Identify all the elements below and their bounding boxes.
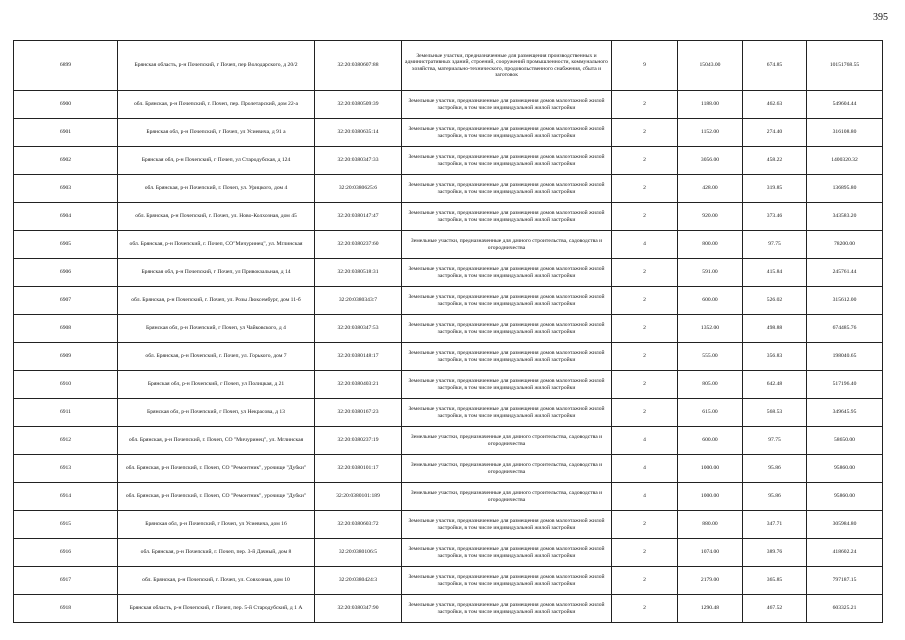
cadastral-number-cell: 32:20:0380148:17 bbox=[315, 343, 402, 371]
group-code-cell: 2 bbox=[612, 595, 678, 623]
specific-value-cell: 674.85 bbox=[743, 41, 807, 91]
table-row bbox=[14, 511, 883, 539]
cadastral-value-cell: 136895.80 bbox=[807, 175, 883, 203]
specific-value-cell: 356.83 bbox=[743, 343, 807, 371]
area-cell: 428.00 bbox=[678, 175, 743, 203]
cadastral-number-cell: 32:20:0380625:6 bbox=[315, 175, 402, 203]
area-cell: 920.00 bbox=[678, 203, 743, 231]
specific-value-cell: 95.86 bbox=[743, 455, 807, 483]
cadastral-value-cell: 349645.95 bbox=[807, 399, 883, 427]
land-use-cell: Земельные участки, предназначенные для размещения домов малоэтажной жилой застройки, в том числе индивидуальной жилой застройки bbox=[402, 371, 612, 399]
area-cell: 1152.00 bbox=[678, 119, 743, 147]
cadastral-value-cell: 549604.44 bbox=[807, 91, 883, 119]
row-number-cell: 6910 bbox=[14, 371, 118, 399]
table-row bbox=[14, 203, 883, 231]
cadastral-value-cell: 797187.15 bbox=[807, 567, 883, 595]
specific-value-cell: 97.75 bbox=[743, 231, 807, 259]
specific-value-cell: 274.40 bbox=[743, 119, 807, 147]
cadastral-number-cell: 32:20:0380237:19 bbox=[315, 427, 402, 455]
cadastral-value-cell: 315612.00 bbox=[807, 287, 883, 315]
cadastral-value-cell: 1400320.32 bbox=[807, 147, 883, 175]
cadastral-number-cell: 32:20:0380403:21 bbox=[315, 371, 402, 399]
cadastral-number-cell: 32:20:0380603:72 bbox=[315, 511, 402, 539]
row-number-cell: 6909 bbox=[14, 343, 118, 371]
cadastral-value-table bbox=[13, 40, 883, 623]
specific-value-cell: 458.22 bbox=[743, 147, 807, 175]
land-use-cell: Земельные участки, предназначенные для размещения домов малоэтажной жилой застройки, в том числе индивидуальной жилой застройки bbox=[402, 315, 612, 343]
row-number-cell: 6904 bbox=[14, 203, 118, 231]
address-cell: обл. Брянская, р-н Почепский, г. Почеп, ул. Ново-Колхозная, дом 45 bbox=[118, 203, 315, 231]
cadastral-number-cell: 32:20:0380167:23 bbox=[315, 399, 402, 427]
group-code-cell: 2 bbox=[612, 147, 678, 175]
land-use-cell: Земельные участки, предназначенные для дачного строительства, садоводства и огородничества bbox=[402, 231, 612, 259]
group-code-cell: 2 bbox=[612, 511, 678, 539]
table-row bbox=[14, 119, 883, 147]
land-use-cell: Земельные участки, предназначенные для размещения домов малоэтажной жилой застройки, в том числе индивидуальной жилой застройки bbox=[402, 399, 612, 427]
cadastral-number-cell: 32:20:0380607:88 bbox=[315, 41, 402, 91]
row-number-cell: 6902 bbox=[14, 147, 118, 175]
table-row bbox=[14, 539, 883, 567]
cadastral-value-cell: 95860.00 bbox=[807, 455, 883, 483]
row-number-cell: 6911 bbox=[14, 399, 118, 427]
land-use-cell: Земельные участки, предназначенные для размещения домов малоэтажной жилой застройки, в том числе индивидуальной жилой застройки bbox=[402, 203, 612, 231]
specific-value-cell: 95.86 bbox=[743, 483, 807, 511]
row-number-cell: 6905 bbox=[14, 231, 118, 259]
table-row bbox=[14, 147, 883, 175]
land-use-cell: Земельные участки, предназначенные для размещения домов малоэтажной жилой застройки, в том числе индивидуальной жилой застройки bbox=[402, 511, 612, 539]
group-code-cell: 2 bbox=[612, 371, 678, 399]
group-code-cell: 2 bbox=[612, 287, 678, 315]
cadastral-number-cell: 32:20:0380518:31 bbox=[315, 259, 402, 287]
table-row bbox=[14, 343, 883, 371]
cadastral-value-cell: 517196.40 bbox=[807, 371, 883, 399]
row-number-cell: 6901 bbox=[14, 119, 118, 147]
specific-value-cell: 415.84 bbox=[743, 259, 807, 287]
group-code-cell: 2 bbox=[612, 315, 678, 343]
area-cell: 1352.00 bbox=[678, 315, 743, 343]
row-number-cell: 6916 bbox=[14, 539, 118, 567]
table-row bbox=[14, 595, 883, 623]
area-cell: 3056.00 bbox=[678, 147, 743, 175]
row-number-cell: 6906 bbox=[14, 259, 118, 287]
row-number-cell: 6903 bbox=[14, 175, 118, 203]
area-cell: 1290.48 bbox=[678, 595, 743, 623]
group-code-cell: 2 bbox=[612, 119, 678, 147]
row-number-cell: 6899 bbox=[14, 41, 118, 91]
address-cell: обл. Брянская, р-н Почепский, г. Почеп, СО"Мичуринец", ул. Мглинская bbox=[118, 231, 315, 259]
area-cell: 1188.00 bbox=[678, 91, 743, 119]
table-body bbox=[14, 41, 883, 623]
land-use-cell: Земельные участки, предназначенные для размещения домов малоэтажной жилой застройки, в том числе индивидуальной жилой застройки bbox=[402, 259, 612, 287]
table-row bbox=[14, 567, 883, 595]
cadastral-number-cell: 32:20:0380347:53 bbox=[315, 315, 402, 343]
group-code-cell: 2 bbox=[612, 259, 678, 287]
cadastral-number-cell: 32:20:0380509:39 bbox=[315, 91, 402, 119]
specific-value-cell: 462.63 bbox=[743, 91, 807, 119]
table-row bbox=[14, 231, 883, 259]
specific-value-cell: 389.76 bbox=[743, 539, 807, 567]
address-cell: обл. Брянская, р-н Почепский, г. Почеп, ул. Урицкого, дом 4 bbox=[118, 175, 315, 203]
specific-value-cell: 373.46 bbox=[743, 203, 807, 231]
land-use-cell: Земельные участки, предназначенные для дачного строительства, садоводства и огородничества bbox=[402, 427, 612, 455]
address-cell: обл. Брянская, р-н Почепский, г. Почеп, пер. Пролетарский, дом 22-а bbox=[118, 91, 315, 119]
land-use-cell: Земельные участки, предназначенные для дачного строительства, садоводства и огородничества bbox=[402, 483, 612, 511]
table-row bbox=[14, 399, 883, 427]
area-cell: 800.00 bbox=[678, 231, 743, 259]
table-row bbox=[14, 455, 883, 483]
table-row bbox=[14, 427, 883, 455]
address-cell: Брянская обл, р-н Почепский, г Почеп, ул Некрасова, д 13 bbox=[118, 399, 315, 427]
group-code-cell: 9 bbox=[612, 41, 678, 91]
page-number: 395 bbox=[873, 12, 888, 23]
group-code-cell: 2 bbox=[612, 91, 678, 119]
cadastral-value-cell: 95860.00 bbox=[807, 483, 883, 511]
area-cell: 1074.00 bbox=[678, 539, 743, 567]
area-cell: 1000.00 bbox=[678, 455, 743, 483]
land-use-cell: Земельные участки, предназначенные для размещения домов малоэтажной жилой застройки, в том числе индивидуальной жилой застройки bbox=[402, 567, 612, 595]
cadastral-number-cell: 32:20:0380347:90 bbox=[315, 595, 402, 623]
area-cell: 2179.00 bbox=[678, 567, 743, 595]
address-cell: Брянская область, р-н Почепский, г Почеп, пер Володарского, д 20/2 bbox=[118, 41, 315, 91]
row-number-cell: 6908 bbox=[14, 315, 118, 343]
cadastral-number-cell: 32:20:0380147:47 bbox=[315, 203, 402, 231]
row-number-cell: 6917 bbox=[14, 567, 118, 595]
address-cell: обл. Брянская, р-н Почепский, г. Почеп, ул. Горького, дом 7 bbox=[118, 343, 315, 371]
group-code-cell: 2 bbox=[612, 399, 678, 427]
specific-value-cell: 498.88 bbox=[743, 315, 807, 343]
area-cell: 555.00 bbox=[678, 343, 743, 371]
cadastral-value-cell: 198040.65 bbox=[807, 343, 883, 371]
cadastral-value-cell: 316108.80 bbox=[807, 119, 883, 147]
address-cell: Брянская обл, р-н Почепский, г Почеп, ул Усиевича, дом 16 bbox=[118, 511, 315, 539]
row-number-cell: 6913 bbox=[14, 455, 118, 483]
cadastral-value-cell: 674485.76 bbox=[807, 315, 883, 343]
cadastral-number-cell: 32:20:0380635:14 bbox=[315, 119, 402, 147]
cadastral-value-cell: 343583.20 bbox=[807, 203, 883, 231]
group-code-cell: 2 bbox=[612, 175, 678, 203]
address-cell: обл. Брянская, р-н Почепский, г. Почеп, ул. Совхозная, дом 10 bbox=[118, 567, 315, 595]
area-cell: 591.00 bbox=[678, 259, 743, 287]
table-row bbox=[14, 259, 883, 287]
group-code-cell: 2 bbox=[612, 203, 678, 231]
land-use-cell: Земельные участки, предназначенные для размещения домов малоэтажной жилой застройки, в том числе индивидуальной жилой застройки bbox=[402, 147, 612, 175]
cadastral-value-cell: 10151768.55 bbox=[807, 41, 883, 91]
specific-value-cell: 467.52 bbox=[743, 595, 807, 623]
cadastral-number-cell: 32:20:0380101:17 bbox=[315, 455, 402, 483]
table-row bbox=[14, 287, 883, 315]
cadastral-number-cell: 32:20:0380347:33 bbox=[315, 147, 402, 175]
address-cell: обл. Брянская, р-н Почепский, г. Почеп, пер. 3-й Дачный, дом 8 bbox=[118, 539, 315, 567]
group-code-cell: 4 bbox=[612, 455, 678, 483]
address-cell: обл. Брянская, р-н Почепский, г. Почеп, СО "Мичуринец", ул. Мглинская bbox=[118, 427, 315, 455]
address-cell: обл. Брянская, р-н Почепский, г. Почеп, СО "Ремонтник", урочище "Дубки" bbox=[118, 455, 315, 483]
specific-value-cell: 526.02 bbox=[743, 287, 807, 315]
cadastral-value-cell: 58650.00 bbox=[807, 427, 883, 455]
specific-value-cell: 365.85 bbox=[743, 567, 807, 595]
row-number-cell: 6914 bbox=[14, 483, 118, 511]
address-cell: Брянская область, р-н Почепский, г Почеп, пер. 5-й Стародубский, д 1 А bbox=[118, 595, 315, 623]
group-code-cell: 2 bbox=[612, 539, 678, 567]
specific-value-cell: 568.53 bbox=[743, 399, 807, 427]
cadastral-value-cell: 603325.21 bbox=[807, 595, 883, 623]
area-cell: 1000.00 bbox=[678, 483, 743, 511]
group-code-cell: 2 bbox=[612, 343, 678, 371]
cadastral-value-cell: 78200.00 bbox=[807, 231, 883, 259]
cadastral-value-cell: 418602.24 bbox=[807, 539, 883, 567]
specific-value-cell: 97.75 bbox=[743, 427, 807, 455]
cadastral-value-cell: 245761.44 bbox=[807, 259, 883, 287]
table-row bbox=[14, 483, 883, 511]
address-cell: обл. Брянская, р-н Почепский, г. Почеп, СО "Ремонтник", урочище "Дубки" bbox=[118, 483, 315, 511]
land-use-cell: Земельные участки, предназначенные для размещения домов малоэтажной жилой застройки, в том числе индивидуальной жилой застройки bbox=[402, 175, 612, 203]
area-cell: 615.00 bbox=[678, 399, 743, 427]
area-cell: 15043.00 bbox=[678, 41, 743, 91]
specific-value-cell: 642.48 bbox=[743, 371, 807, 399]
table-row bbox=[14, 91, 883, 119]
row-number-cell: 6915 bbox=[14, 511, 118, 539]
group-code-cell: 4 bbox=[612, 427, 678, 455]
cadastral-number-cell: 32:20:0380106:5 bbox=[315, 539, 402, 567]
address-cell: Брянская обл, р-н Почепский, г Почеп, ул Полицкая, д 21 bbox=[118, 371, 315, 399]
land-use-cell: Земельные участки, предназначенные для размещения домов малоэтажной жилой застройки, в том числе индивидуальной жилой застройки bbox=[402, 91, 612, 119]
row-number-cell: 6907 bbox=[14, 287, 118, 315]
land-use-cell: Земельные участки, предназначенные для размещения домов малоэтажной жилой застройки, в том числе индивидуальной жилой застройки bbox=[402, 343, 612, 371]
table-row bbox=[14, 175, 883, 203]
area-cell: 600.00 bbox=[678, 287, 743, 315]
group-code-cell: 4 bbox=[612, 231, 678, 259]
cadastral-number-cell: 32:20:0380343:7 bbox=[315, 287, 402, 315]
land-use-cell: Земельные участки, предназначенные для размещения домов малоэтажной жилой застройки, в том числе индивидуальной жилой застройки bbox=[402, 595, 612, 623]
group-code-cell: 2 bbox=[612, 567, 678, 595]
land-use-cell: Земельные участки, предназначенные для дачного строительства, садоводства и огородничества bbox=[402, 455, 612, 483]
address-cell: Брянская обл, р-н Почепский, г Почеп, ул Усиевича, д 91 а bbox=[118, 119, 315, 147]
address-cell: обл. Брянская, р-н Почепский, г. Почеп, ул. Розы Люксембург, дом 11-б bbox=[118, 287, 315, 315]
address-cell: Брянская обл, р-н Почепский, г Почеп, ул Чайковского, д 4 bbox=[118, 315, 315, 343]
group-code-cell: 4 bbox=[612, 483, 678, 511]
cadastral-number-cell: 32:20:0380101:189 bbox=[315, 483, 402, 511]
specific-value-cell: 347.71 bbox=[743, 511, 807, 539]
area-cell: 880.00 bbox=[678, 511, 743, 539]
cadastral-number-cell: 32:20:0380424:3 bbox=[315, 567, 402, 595]
row-number-cell: 6912 bbox=[14, 427, 118, 455]
cadastral-value-cell: 305984.80 bbox=[807, 511, 883, 539]
land-use-cell: Земельные участки, предназначенные для размещения домов малоэтажной жилой застройки, в том числе индивидуальной жилой застройки bbox=[402, 539, 612, 567]
address-cell: Брянская обл, р-н Почепский, г Почеп, ул Привокзальная, д 14 bbox=[118, 259, 315, 287]
table-row bbox=[14, 41, 883, 91]
area-cell: 600.00 bbox=[678, 427, 743, 455]
specific-value-cell: 319.85 bbox=[743, 175, 807, 203]
land-use-cell: Земельные участки, предназначенные для размещения производственных и административных зданий, строений, сооружений промышленности, коммунального хозяйства, материально-технического, продовольственного снабжения, сбыта и заготовок bbox=[402, 41, 612, 91]
address-cell: Брянская обл, р-н Почепский, г Почеп, ул Стародубская, д 124 bbox=[118, 147, 315, 175]
row-number-cell: 6918 bbox=[14, 595, 118, 623]
land-use-cell: Земельные участки, предназначенные для размещения домов малоэтажной жилой застройки, в том числе индивидуальной жилой застройки bbox=[402, 287, 612, 315]
cadastral-number-cell: 32:20:0380237:60 bbox=[315, 231, 402, 259]
table-row bbox=[14, 371, 883, 399]
land-use-cell: Земельные участки, предназначенные для размещения домов малоэтажной жилой застройки, в том числе индивидуальной жилой застройки bbox=[402, 119, 612, 147]
area-cell: 805.00 bbox=[678, 371, 743, 399]
table-row bbox=[14, 315, 883, 343]
row-number-cell: 6900 bbox=[14, 91, 118, 119]
